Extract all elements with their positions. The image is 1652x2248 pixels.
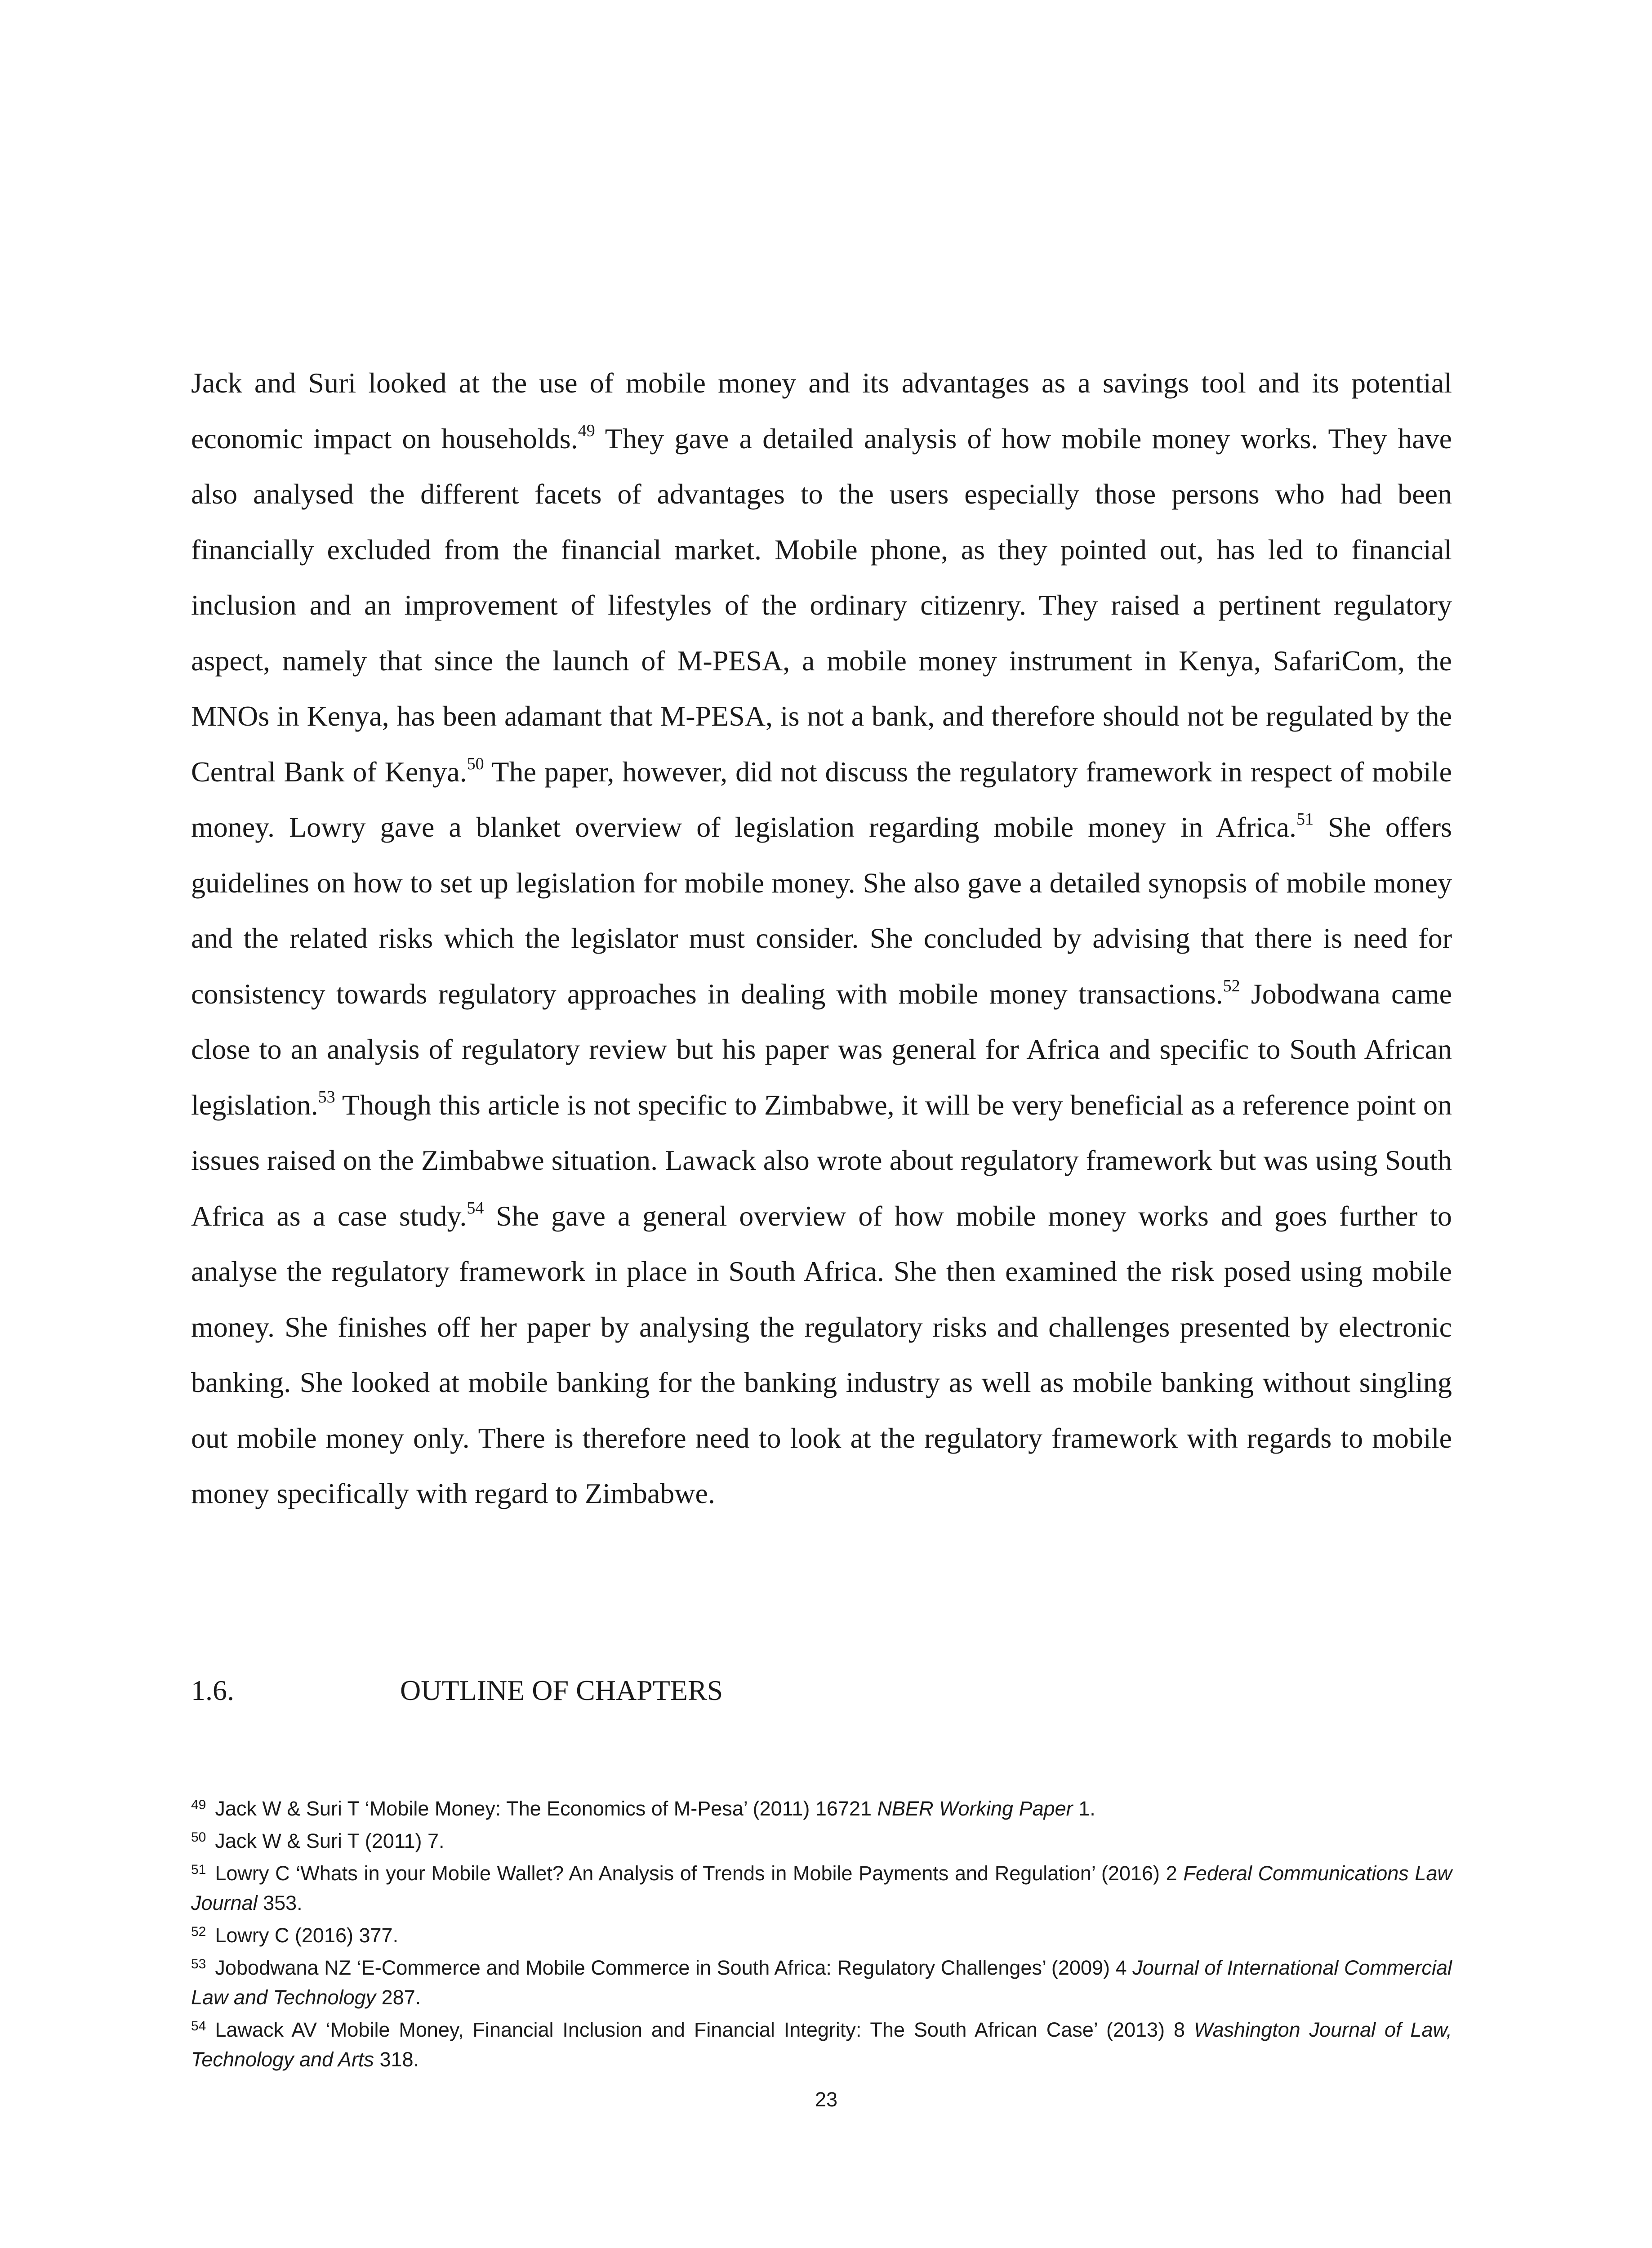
footnote (191, 2015, 1452, 2074)
footnote-mark: 51 (191, 1862, 206, 1877)
footnote-text: Jack W & Suri T (2011) 7. (215, 1829, 445, 1852)
footnote-text: Lawack AV ‘Mobile Money, Financial Inclusion and Financial Integrity: The South African Case’ (2013) 8 (215, 2018, 1194, 2041)
footnote-page: 287. (376, 1986, 421, 2009)
footnote-page: 353. (257, 1891, 303, 1914)
section-heading (191, 1666, 723, 1715)
footnote-mark: 49 (191, 1798, 206, 1812)
footnote-page: 318. (374, 2048, 419, 2071)
footnote-ref[interactable]: 50 (467, 754, 484, 773)
paragraph-text: They gave a detailed analysis of how mobile money works. They have also analysed the different facets of advantages to the users especially those persons who had been financially excluded from the financial market. Mobile phone, as they pointed out, has led to financial inclusion and an improvement of lifestyles of the ordinary citizenry. They raised a pertinent regulatory aspect, namely that since the launch of M-PESA, a mobile money instrument in Kenya, SafariCom, the MNOs in Kenya, has been adamant that M-PESA, is not a bank, and therefore should not be regulated by the Central Bank of Kenya. (191, 422, 1452, 788)
footnote-source: Journal of International Commercial Law and Technology (191, 1956, 1452, 2009)
footnote-source: Federal Communications Law Journal (191, 1862, 1452, 1914)
footnote-ref[interactable]: 51 (1296, 810, 1314, 829)
footnote (191, 1794, 1452, 1824)
footnote (191, 1859, 1452, 1918)
footnote-text: Jobodwana NZ ‘E-Commerce and Mobile Commerce in South Africa: Regulatory Challenges’ (2009) 4 (215, 1956, 1133, 1979)
footnote-mark: 50 (191, 1830, 206, 1845)
body-paragraph (191, 355, 1452, 1521)
paragraph-text: She offers guidelines on how to set up legislation for mobile money. She also gave a detailed synopsis of mobile money and the related risks which the legislator must consider. She concluded by advising that there is need for consistency towards regulatory approaches in dealing with mobile money transactions. (191, 811, 1452, 1010)
footnote-ref[interactable]: 49 (578, 421, 595, 440)
section-title: OUTLINE OF CHAPTERS (400, 1674, 723, 1706)
footnote-source: Washington Journal of Law, Technology and Arts (191, 2018, 1452, 2071)
paragraph-text: Though this article is not specific to Zimbabwe, it will be very beneficial as a reference point on issues raised on the Zimbabwe situation. Lawack also wrote about regulatory framework but was using South Africa as a case study. (191, 1088, 1452, 1232)
paragraph-text: The paper, however, did not discuss the regulatory framework in respect of mobile money. Lowry gave a blanket overview of legislation regarding mobile money in Africa. (191, 755, 1452, 843)
footnotes (191, 1794, 1452, 2077)
footnote-ref[interactable]: 54 (467, 1198, 484, 1218)
footnote-text: Lowry C (2016) 377. (215, 1924, 399, 1947)
footnote-mark: 52 (191, 1924, 206, 1939)
paragraph-text: Jack and Suri looked at the use of mobile money and its advantages as a savings tool and its potential economic impact on households. (191, 367, 1452, 455)
page-number: 23 (815, 2088, 838, 2111)
footnote-text: Lowry C ‘Whats in your Mobile Wallet? An Analysis of Trends in Mobile Payments and Regulation’ (2016) 2 (215, 1862, 1184, 1885)
footnote-mark: 53 (191, 1957, 206, 1971)
footnote (191, 1921, 1452, 1950)
paragraph-text: Jobodwana came close to an analysis of regulatory review but his paper was general for Africa and specific to South African legislation. (191, 977, 1452, 1121)
footnote-mark: 54 (191, 2019, 206, 2034)
footnote (191, 1826, 1452, 1856)
footnote-text: Jack W & Suri T ‘Mobile Money: The Economics of M-Pesa’ (2011) 16721 (215, 1797, 877, 1820)
footnote-ref[interactable]: 53 (318, 1087, 335, 1106)
footnote-page: 1. (1073, 1797, 1095, 1820)
footnote-source: NBER Working Paper (877, 1797, 1073, 1820)
footnote (191, 1953, 1452, 2012)
section-number: 1.6. (191, 1674, 234, 1706)
footnote-ref[interactable]: 52 (1223, 976, 1240, 995)
paragraph-text: She gave a general overview of how mobile money works and goes further to analyse the regulatory framework in place in South Africa. She then examined the risk posed using mobile money. She finishes off her paper by analysing the regulatory risks and challenges presented by electronic banking. She looked at mobile banking for the banking industry as well as mobile banking without singling out mobile money only. There is therefore need to look at the regulatory framework with regards to mobile money specifically with regard to Zimbabwe. (191, 1200, 1452, 1509)
